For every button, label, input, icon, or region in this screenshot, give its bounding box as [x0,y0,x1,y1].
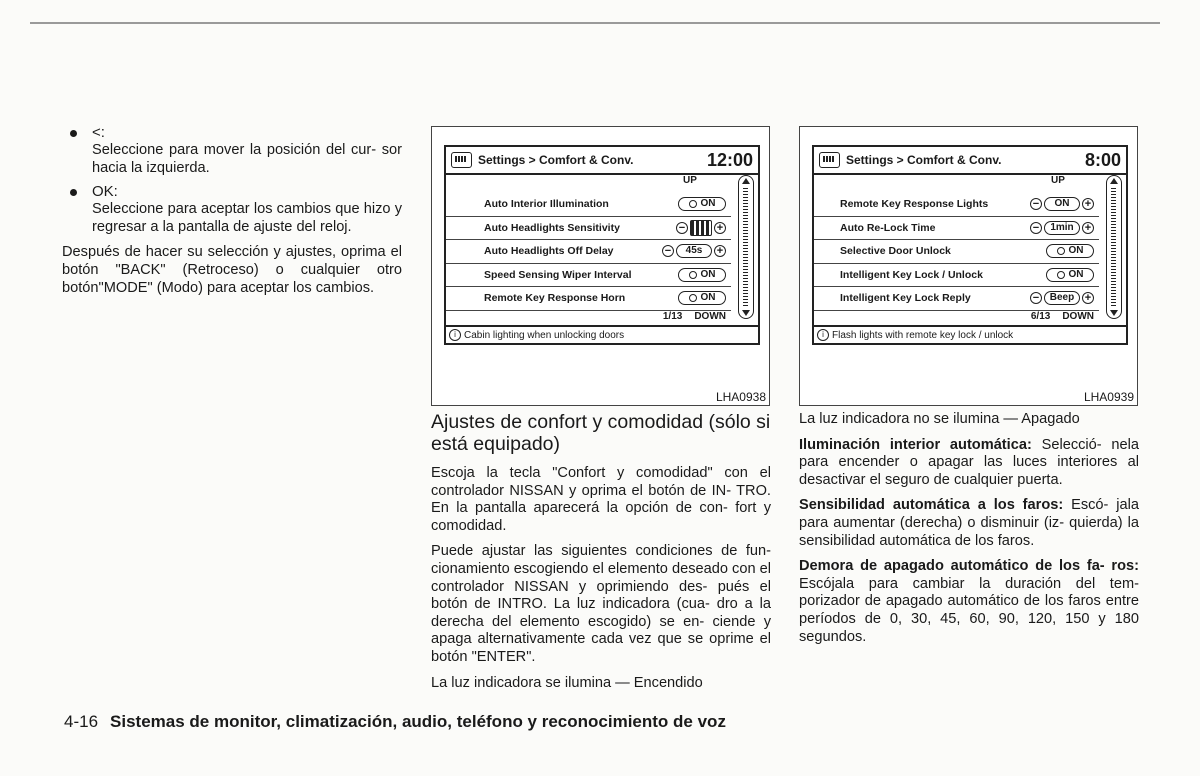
indicator-icon [1057,271,1065,279]
list-item[interactable] [814,193,1099,217]
screen-header [814,147,1126,175]
scroll-down-icon[interactable] [742,310,750,316]
scroll-up-icon[interactable] [742,178,750,184]
bullet-label: <: [92,124,105,141]
list-item[interactable] [446,193,731,217]
toggle-pill[interactable] [678,268,726,282]
left-column [62,124,402,297]
help-text: Flash lights with remote key lock / unlock [832,329,1014,341]
definition-text: Escójala para cambiar la duración del tem- porizador de apagado automático de los faros entre períodos de 0, 30, 45, 60, 90, 120, 150 y 180 segundos. [799,575,1139,645]
list-item[interactable] [446,287,731,311]
plus-icon[interactable]: + [1082,198,1094,210]
stepper-value: ON [1044,197,1080,211]
breadcrumb: Settings > Comfort & Conv. [846,153,1002,167]
help-text: Cabin lighting when unlocking doors [464,329,625,341]
toggle-value: ON [1068,245,1084,257]
figure-code: LHA0939 [1083,390,1134,404]
figure-1 [431,126,770,406]
definition-text: Selecció- nela para encender o apagar las luces interiores al desactivar el seguro de cualquier puerta. [799,436,1139,488]
toggle-value: ON [700,292,716,304]
item-label: Remote Key Response Horn [484,292,626,305]
toggle-control[interactable] [1046,244,1094,258]
minus-icon[interactable]: − [1030,222,1042,234]
down-label[interactable]: DOWN [694,311,726,322]
settings-icon [819,152,840,168]
up-label: UP [683,175,697,186]
stepper-value: Beep [1044,291,1080,305]
definition-term: Iluminación interior automática: [799,436,1032,453]
screen-1 [444,145,760,345]
pagination [446,311,726,322]
info-icon: i [817,329,829,341]
figure-code: LHA0938 [715,390,766,404]
bullet-item [62,124,402,177]
paragraph: La luz indicadora no se ilumina — Apagado [799,411,1080,427]
minus-icon[interactable]: − [662,245,674,257]
minus-icon[interactable]: − [676,222,688,234]
item-label: Selective Door Unlock [840,245,951,258]
minus-icon[interactable]: − [1030,292,1042,304]
stepper-control[interactable] [1030,221,1094,235]
item-label: Speed Sensing Wiper Interval [484,268,632,281]
up-label: UP [1051,175,1065,186]
pagination [814,311,1094,322]
list-item[interactable] [814,264,1099,288]
definition-item [799,437,1139,490]
clock: 12:00 [706,149,753,170]
item-label: Auto Headlights Sensitivity [484,221,620,234]
stepper-control[interactable] [676,220,726,236]
list-item[interactable] [446,264,731,288]
plus-icon[interactable]: + [1082,292,1094,304]
item-label: Remote Key Response Lights [840,198,989,211]
toggle-control[interactable] [678,268,726,282]
item-label: Auto Re-Lock Time [840,221,936,234]
minus-icon[interactable]: − [1030,198,1042,210]
section-heading: Ajustes de confort y comodidad (sólo si está equipado) [431,411,771,455]
stepper-control[interactable] [1030,197,1094,211]
page-footer [64,712,726,732]
definition-text: Escó- jala para aumentar (derecha) o disminuir (iz- quierda) la sensibilidad automática de los faros. [799,497,1139,549]
settings-list [446,193,731,311]
definition-item [799,497,1139,550]
bullet-label: OK: [92,183,118,201]
bullet-dot-icon [70,189,77,196]
paragraph: La luz indicadora se ilumina — Encendido [431,674,703,691]
breadcrumb: Settings > Comfort & Conv. [478,153,634,167]
figure-2 [799,126,1138,406]
definition-term: Demora de apagado automático de los fa- ros: [799,558,1139,575]
info-icon: i [449,329,461,341]
bullet-dot-icon [70,130,77,137]
toggle-value: ON [1068,268,1084,280]
scroll-down-icon[interactable] [1110,310,1118,316]
screen-2 [812,145,1128,345]
stepper-control[interactable] [1030,291,1094,305]
toggle-control[interactable] [1046,268,1094,282]
list-item[interactable] [446,217,731,241]
paragraph: Puede ajustar las siguientes condiciones de fun- cionamiento escogiendo el elemento deseado con el controlador NISSAN y oprimiendo des- pués el botón de INTRO. La luz indicadora (cua- dro a la derecha del elemento escogido) se en- ciende y apaga alternativamente cada vez que se oprime el botón "ENTER". [431,543,771,665]
bullet-text: Seleccione para mover la posición del cur- sor hacia la izquierda. [92,142,402,176]
definition-term: Sensibilidad automática a los faros: [799,497,1064,514]
toggle-control[interactable] [678,291,726,305]
toggle-control[interactable] [678,197,726,211]
right-column [799,411,1139,654]
level-bars-icon [690,220,712,236]
stepper-value: 45s [676,244,712,258]
indicator-icon [1057,247,1065,255]
page-number: 4-16 [64,712,99,731]
item-label: Intelligent Key Lock Reply [840,292,971,305]
stepper-value: 1min [1044,221,1080,235]
middle-column [431,411,771,700]
bullet-text: Seleccione para aceptar los cambios que hizo y regresar a la pantalla de ajuste del reloj. [92,201,402,235]
settings-list [814,193,1099,311]
clock: 8:00 [1084,149,1121,170]
plus-icon[interactable]: + [714,222,726,234]
top-rule [30,22,1160,24]
page-indicator: 1/13 [662,311,683,322]
indicator-icon [689,271,697,279]
scrollbar[interactable] [738,175,754,319]
toggle-pill[interactable] [678,197,726,211]
toggle-value: ON [700,268,716,280]
toggle-pill[interactable] [1046,244,1094,258]
bullet-item [62,183,402,236]
indicator-icon [689,294,697,302]
list-item[interactable] [814,287,1099,311]
left-paragraph: Después de hacer su selección y ajustes, oprima el botón "BACK" (Retroceso) o cualquier otro botón"MODE" (Modo) para aceptar los cambios. [62,244,402,296]
paragraph: Escoja la tecla "Confort y comodidad" con el controlador NISSAN y oprima el botón de IN- TRO. En la pantalla aparecerá la opción de con- fort y comodidad. [431,465,771,534]
item-label: Intelligent Key Lock / Unlock [840,268,983,281]
screen-footer [814,325,1126,343]
toggle-pill[interactable] [678,291,726,305]
screen-header [446,147,758,175]
screen-footer [446,325,758,343]
down-label[interactable]: DOWN [1062,311,1094,322]
item-label: Auto Headlights Off Delay [484,245,614,258]
scrollbar[interactable] [1106,175,1122,319]
toggle-value: ON [700,198,716,210]
toggle-pill[interactable] [1046,268,1094,282]
list-item[interactable] [814,217,1099,241]
definition-item [799,558,1139,646]
page-indicator: 6/13 [1030,311,1051,322]
plus-icon[interactable]: + [714,245,726,257]
plus-icon[interactable]: + [1082,222,1094,234]
item-label: Auto Interior Illumination [484,198,609,211]
scroll-up-icon[interactable] [1110,178,1118,184]
settings-icon [451,152,472,168]
indicator-icon [689,200,697,208]
chapter-title: Sistemas de monitor, climatización, audio, teléfono y reconocimiento de voz [110,712,726,731]
stepper-control[interactable] [662,244,726,258]
list-item[interactable] [446,240,731,264]
list-item[interactable] [814,240,1099,264]
